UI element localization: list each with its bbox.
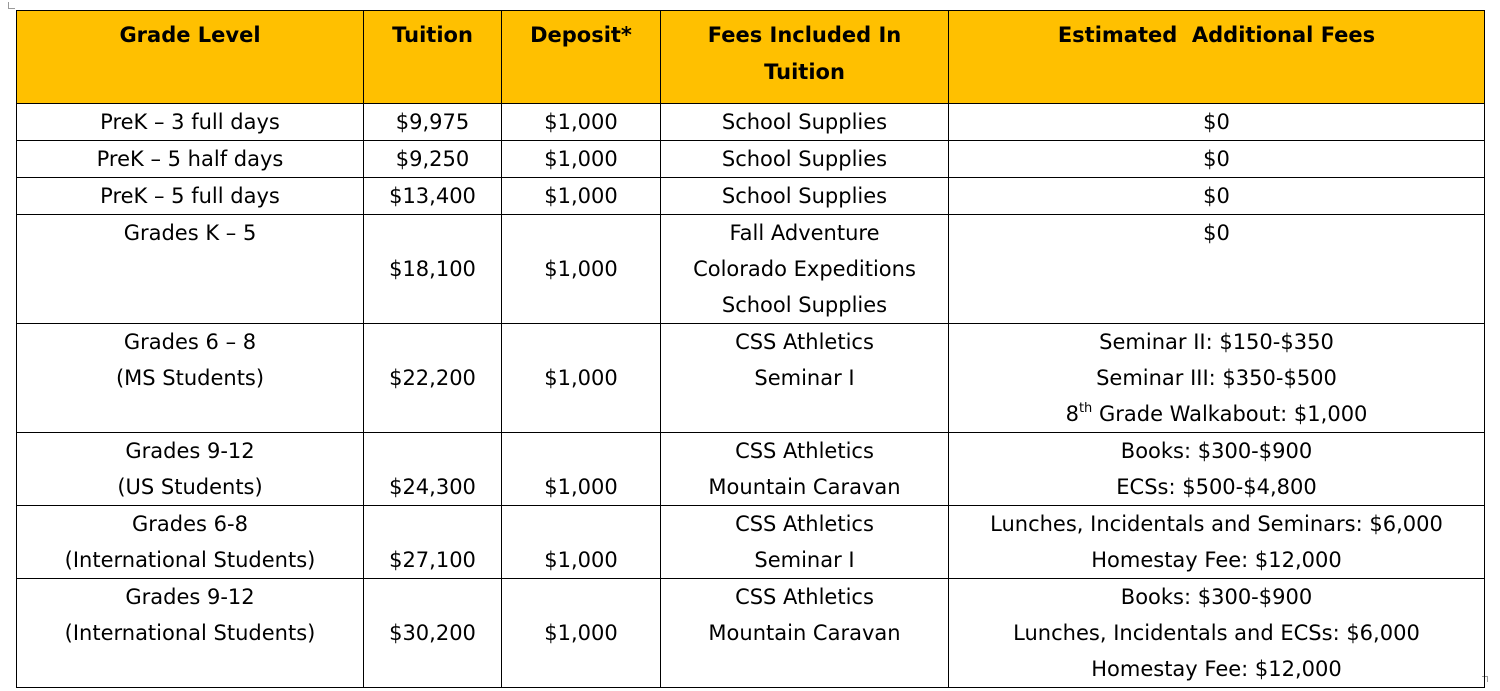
included-line: School Supplies (721, 110, 888, 134)
grade-line: Grades 9-12 (125, 439, 255, 463)
included-cell (661, 506, 949, 579)
additional-cell (949, 433, 1485, 506)
table-row (17, 215, 1485, 324)
tuition-table (16, 10, 1485, 688)
table-row (17, 104, 1485, 141)
additional-line: Homestay Fee: $12,000 (1091, 548, 1342, 572)
tuition-value: $27,100 (389, 548, 476, 572)
tuition-cell: $9,250 (364, 141, 502, 178)
additional-line: Seminar II: $150-$350 (1099, 330, 1334, 354)
additional-line: Lunches, Incidentals and ECSs: $6,000 (1013, 621, 1420, 645)
included-line: Seminar I (754, 366, 855, 390)
deposit-value: $1,000 (544, 548, 618, 572)
header-tuition: Tuition (364, 11, 502, 104)
grade-cell (17, 178, 364, 215)
tuition-cell: $30,200 (364, 579, 502, 688)
included-cell (661, 141, 949, 178)
deposit-cell (502, 506, 661, 579)
deposit-cell: $1,000 (502, 141, 661, 178)
grade-line: Grades 6 – 8 (123, 330, 257, 354)
additional-cell (949, 579, 1485, 688)
grade-line: PreK – 5 half days (96, 147, 284, 171)
grade-cell (17, 104, 364, 141)
included-line: Seminar I (754, 548, 855, 572)
tuition-cell (364, 433, 502, 506)
included-line: CSS Athletics (735, 512, 874, 536)
table-row (17, 433, 1485, 506)
grade-line: (International Students) (64, 621, 316, 645)
included-line: School Supplies (721, 147, 888, 171)
additional-line: $0 (1203, 110, 1230, 134)
grade-cell (17, 215, 364, 324)
table-row (17, 324, 1485, 433)
included-line: Colorado Expeditions (693, 257, 916, 281)
grade-line: (MS Students) (115, 366, 265, 390)
additional-line: $0 (1203, 184, 1230, 208)
grade-cell (17, 506, 364, 579)
deposit-cell: $1,000 (502, 215, 661, 324)
included-line: School Supplies (721, 293, 888, 317)
grade-cell (17, 141, 364, 178)
additional-cell (949, 141, 1485, 178)
included-line: Mountain Caravan (708, 621, 901, 645)
additional-line: Lunches, Incidentals and Seminars: $6,000 (990, 512, 1443, 536)
included-cell (661, 178, 949, 215)
table-row (17, 141, 1485, 178)
deposit-cell: $1,000 (502, 324, 661, 433)
table-row (17, 506, 1485, 579)
grade-cell (17, 579, 364, 688)
table-row (17, 579, 1485, 688)
grade-cell (17, 324, 364, 433)
additional-line: Books: $300-$900 (1120, 439, 1313, 463)
additional-cell (949, 506, 1485, 579)
included-cell (661, 324, 949, 433)
included-cell (661, 579, 949, 688)
header-grade-level: Grade Level (17, 11, 364, 104)
tuition-cell: $18,100 (364, 215, 502, 324)
tuition-value: $24,300 (389, 475, 476, 499)
grade-line: (International Students) (64, 548, 316, 572)
deposit-cell: $1,000 (502, 178, 661, 215)
corner-mark-top-left (8, 2, 15, 9)
grade-line: PreK – 5 full days (100, 184, 280, 208)
header-deposit: Deposit* (502, 11, 661, 104)
additional-cell (949, 215, 1485, 324)
deposit-cell: $1,000 (502, 104, 661, 141)
tuition-cell: $22,200 (364, 324, 502, 433)
walkabout-ordinal: th (1078, 401, 1093, 416)
header-fees-included (661, 11, 949, 104)
additional-cell (949, 178, 1485, 215)
additional-line: Books: $300-$900 (1120, 585, 1313, 609)
included-line: CSS Athletics (735, 330, 874, 354)
included-line: School Supplies (721, 184, 888, 208)
included-line: Mountain Caravan (708, 475, 901, 499)
grade-line: Grades 9-12 (125, 585, 255, 609)
additional-cell (949, 104, 1485, 141)
included-cell (661, 433, 949, 506)
grade-line: PreK – 3 full days (100, 110, 280, 134)
deposit-cell: $1,000 (502, 579, 661, 688)
included-line: CSS Athletics (735, 439, 874, 463)
additional-line: Seminar III: $350-$500 (1096, 366, 1337, 390)
additional-line-walkabout (953, 396, 1480, 432)
included-cell (661, 215, 949, 324)
grade-cell (17, 433, 364, 506)
deposit-value: $1,000 (544, 475, 618, 499)
table-row (17, 178, 1485, 215)
additional-line: Homestay Fee: $12,000 (1091, 657, 1342, 681)
included-line: CSS Athletics (735, 585, 874, 609)
header-row (17, 11, 1485, 104)
grade-line: (US Students) (117, 475, 263, 499)
additional-line: $0 (1203, 147, 1230, 171)
grade-line: Grades 6-8 (132, 512, 248, 536)
additional-line: ECSs: $500-$4,800 (1116, 475, 1317, 499)
additional-line: $0 (1203, 221, 1230, 245)
header-fees-included-text: Fees Included In Tuition (707, 23, 902, 84)
header-additional-fees: Estimated Additional Fees (949, 11, 1485, 104)
included-line: Fall Adventure (729, 221, 880, 245)
included-cell (661, 104, 949, 141)
tuition-cell: $13,400 (364, 178, 502, 215)
walkabout-text: Grade Walkabout: $1,000 (1092, 402, 1368, 426)
tuition-cell (364, 506, 502, 579)
tuition-cell: $9,975 (364, 104, 502, 141)
walkabout-number: 8 (1065, 402, 1079, 426)
additional-cell (949, 324, 1485, 433)
deposit-cell (502, 433, 661, 506)
grade-line: Grades K – 5 (123, 221, 257, 245)
